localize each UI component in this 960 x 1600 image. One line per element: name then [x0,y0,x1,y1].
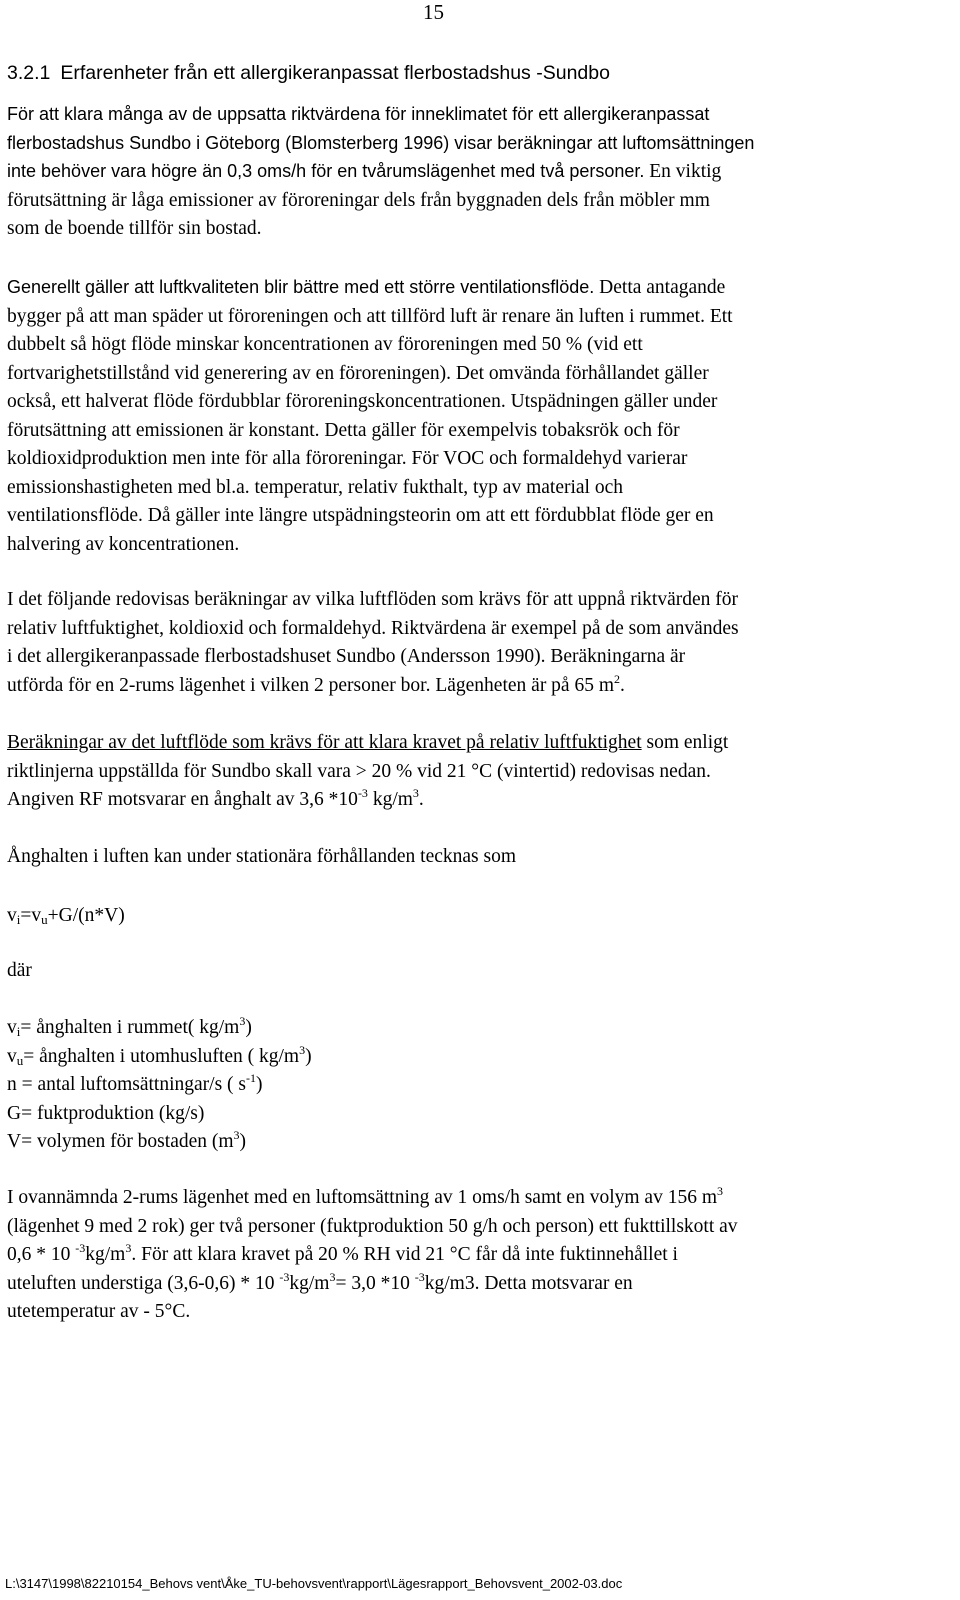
superscript: -3 [357,786,368,800]
text-line [7,729,942,758]
text-span: . [620,674,625,696]
text-line: där [7,960,32,981]
text-span: Detta antagande [594,277,726,298]
paragraph-intro [7,100,942,244]
text-span: = ånghalten i utomhusluften ( kg/m [23,1045,300,1067]
superscript: 3 [233,1128,240,1142]
text-line: utetemperatur av - 5°C. [7,1301,191,1322]
text-line [7,1184,942,1213]
text-line: också, ett halverat flöde fördubblar föroreningskoncentrationen. Utspädningen gäller under [7,391,718,412]
definitions-list [7,1014,942,1157]
text-line: I det följande redovisas beräkningar av vilka luftflöden som krävs för att uppnå riktvärden för [7,589,739,610]
text-span: ) [305,1045,312,1067]
superscript: 3 [329,1269,336,1284]
underlined-text: Beräkningar av det luftflöde som krävs för att klara kravet på relativ luftfuktighet [7,732,642,753]
text-span: Generellt gäller att luftkvaliteten blir bättre med ett större ventilationsflöde. [7,277,595,297]
text-line [7,672,942,701]
text-line [7,786,942,815]
subscript: i [16,1024,21,1039]
text-line: koldioxidproduktion men inte för alla föroreningar. För VOC och formaldehyd varierar [7,448,688,469]
definition-item [7,1128,942,1157]
paragraph-calculations [7,586,942,700]
text-span: kg/m [367,789,413,810]
subscript: i [16,912,21,927]
text-line: i det allergikeranpassade flerbostadshuset Sundbo (Andersson 1990). Beräkningarna är [7,646,686,667]
text-line: För att klara många av de uppsatta riktvärdena för inneklimatet för ett allergikeranpassat [7,104,710,124]
text-span: V= volymen för bostaden (m [7,1131,234,1152]
text-line [7,157,942,187]
text-span: kg/m3. Detta motsvarar en [424,1272,633,1294]
paragraph-ventilation [7,273,942,559]
superscript: -1 [246,1071,256,1085]
subscript: u [41,912,48,927]
text-line: relativ luftfuktighet, koldioxid och formaldehyd. Riktvärdena är exempel på de som användes [7,617,739,639]
text-line: dubbelt så högt flöde minskar koncentrationen av föroreningen med 50 % (vid ett [7,334,643,355]
text-line: ventilationsflöde. Då gäller inte längre utspädningsteorin om att ett fördubblat flöde ger en [7,505,714,526]
text-line [7,1270,942,1299]
text-span: v [7,1017,17,1038]
text-line: fortvarighetstillstånd vid generering av en föroreningen). Det omvända förhållandet gäller [7,362,709,384]
superscript: 3 [239,1014,246,1028]
text-line: som de boende tillför sin bostad. [7,218,262,239]
text-span: 0,6 * 10 [7,1244,76,1265]
text-span: inte behöver vara högre än 0,3 oms/h för en tvårumslägenhet med två personer. [7,161,645,181]
definition-item [7,1043,942,1072]
text-span: = ånghalten i rummet( kg/m [20,1017,240,1038]
text-span: = 3,0 *10 [335,1272,415,1294]
text-line: emissionshastigheten med bl.a. temperatur, relativ fukthalt, typ av material och [7,476,623,498]
text-span: utförda för en 2-rums lägenhet i vilken 2 personer bor. Lägenheten är på 65 m [7,674,615,696]
superscript: 3 [125,1241,132,1255]
formula-symbol: v [7,905,17,926]
paragraph-example [7,1184,942,1327]
text-span: Angiven RF motsvarar en ånghalt av 3,6 *10 [7,789,358,810]
text-span: uteluften understiga (3,6-0,6) * 10 [7,1272,280,1294]
text-span: . [418,789,424,810]
subscript: u [16,1052,24,1068]
superscript: 3 [717,1184,723,1198]
footer-file-path: L:\3147\1998\82210154_Behovs vent\Åke_TU-behovsvent\rapport\Lägesrapport_Behovsvent_2002-03.doc [5,1576,623,1591]
text-span: ) [245,1017,252,1038]
paragraph-humidity [7,729,942,815]
definition-item [7,1071,942,1100]
text-span: En viktig [644,161,722,182]
superscript: 3 [299,1042,306,1057]
text-span: som enligt [641,732,729,753]
formula-symbol: =v [20,905,42,926]
text-span: kg/m [85,1244,126,1265]
text-line [7,1241,942,1270]
superscript: -3 [279,1269,290,1284]
text-line: bygger på att man späder ut föroreningen och att tillförd luft är renare än luften i rummet. Ett [7,305,733,327]
section-title: Erfarenheter från ett allergikeranpassat flerbostadshus -Sundbo [60,62,610,84]
definition-item [7,1014,942,1043]
formula [7,902,942,931]
text-span: ) [256,1074,263,1095]
formula-symbol: +G/(n*V) [47,905,125,926]
text-span: v [7,1045,17,1067]
text-span: kg/m [289,1272,330,1294]
text-line: riktlinjerna uppställda för Sundbo skall vara > 20 % vid 21 °C (vintertid) redovisas nedan. [7,760,711,782]
superscript: -3 [75,1241,86,1255]
text-line: halvering av koncentrationen. [7,533,240,555]
text-line [7,273,942,303]
text-line: förutsättning är låga emissioner av föroreningar dels från byggnaden dels från möbler mm [7,189,710,211]
text-span: ) [239,1131,247,1152]
definition-item: G= fuktproduktion (kg/s) [7,1102,205,1124]
superscript: -3 [414,1269,425,1284]
section-number: 3.2.1 [7,62,51,84]
section-heading [7,60,947,86]
text-span: I ovannämnda 2-rums lägenhet med en luftomsättning av 1 oms/h samt en volym av 156 m [7,1187,717,1208]
superscript: 2 [614,671,621,686]
text-line: Ånghalten i luften kan under stationära förhållanden tecknas som [7,846,516,867]
text-line: förutsättning att emissionen är konstant. Detta gäller för exempelvis tobaksrök och för [7,419,680,441]
text-line: flerbostadshus Sundbo i Göteborg (Blomsterberg 1996) visar beräkningar att luftomsättningen [7,132,755,153]
text-line: (lägenhet 9 med 2 rok) ger två personer (fuktproduktion 50 g/h och person) ett fukttillskott av [7,1215,738,1237]
page-number: 15 [423,0,444,24]
text-span: n = antal luftomsättningar/s ( s [7,1074,246,1095]
text-span: . För att klara kravet på 20 % RH vid 21 °C får då inte fuktinnehållet i [131,1244,678,1265]
superscript: 3 [412,786,419,800]
